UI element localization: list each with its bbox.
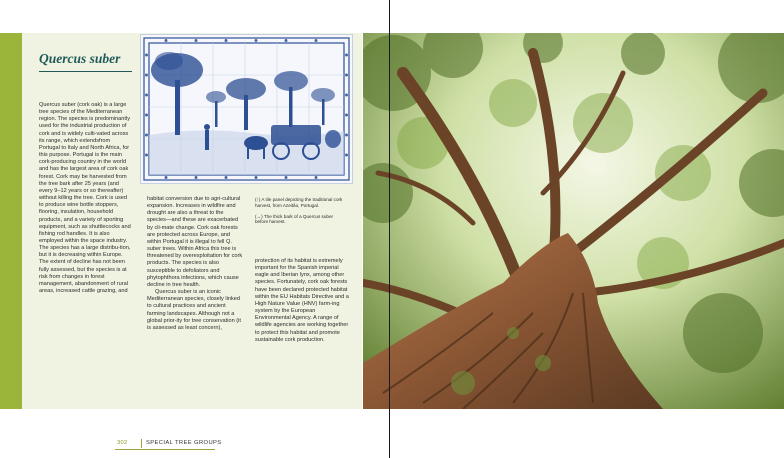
page-title: Quercus suber: [39, 51, 121, 66]
body-paragraph: Quercus suber is an iconic Mediterranean species, closely linked to cultural practices and ancient farming landscapes. Although not a global prior-ity for tree conservation (it is assessed as least concern),: [147, 289, 241, 331]
title-underline: [39, 71, 132, 72]
page-number: 302: [117, 440, 128, 446]
text-column-2: [147, 196, 243, 332]
cork-oak-photo: [363, 33, 784, 409]
accent-bar: [0, 33, 22, 409]
footer-rule: [115, 449, 215, 450]
text-column-3: [255, 258, 351, 344]
caption-bark: (→) The thick bark of a Quercus suber before harvest.: [255, 213, 334, 225]
body-paragraph: habitat conversion due to agri-cultural expansion. Increases in wildfire and drought are also a threat to the species—and these are exacerbated by cli-mate change. Cork oak forests are protected across Europe, and within Portugal it is illegal to fell Q. suber trees. Within Africa this tree is threatened by overexploitation for cork products. The species is also susceptible to defoliators and phytophthora infections, which cause decline in tree health.: [147, 196, 243, 288]
caption-tile: (↑) A tile panel depicting the traditional cork harvest, from Azeitão, Portugal.: [255, 197, 343, 208]
text-column-1: [39, 102, 132, 295]
running-footer: SPECIAL TREE GROUPS: [146, 440, 222, 446]
tree-canopy-illustration: [363, 33, 784, 409]
body-paragraph: protection of its habitat is extremely important for the Spanish imperial eagle and Iberian lynx, among other species. Fortunately, cork oak forests have been declared protected habitat within the EU Habitats Directive and a High Nature Value (HNV) farm-ing system by the European Environmental Agency. A range of wildlife agencies are working together to protect this habitat and promote sustainable cork production.: [255, 258, 349, 343]
body-paragraph: Quercus suber (cork oak) is a large tree species of the Mediterranean region. The species is predominantly used for the industrial production of cork and is widely culti-vated across its range, which extendsfrom Portugal to Italy and North Africa, for this purpose. Portugal is the main cork-producing country in the world and has the largest area of cork oak forest. Cork may be harvested from the tree bark after 25 years (and every 9–12 years or so thereafter) without killing the tree. Cork is used to produce wine bottle stoppers, flooring, insulation, household products, and a variety of sporting equipment, such as shuttlecocks and fishing rod handles. It is also employed within the space industry. The species has a large distribu-tion, but it is decreasing within Europe. The extent of decline has not been fully assessed, but the species is at risk from changes in forest management, abandonment of rural areas, increased cattle grazing, and: [39, 102, 131, 295]
page-gutter: [389, 0, 390, 458]
image-captions: [255, 197, 347, 230]
tile-illustration: [141, 35, 352, 183]
azulejo-tile-image: [140, 34, 353, 184]
footer-separator: [141, 439, 142, 448]
